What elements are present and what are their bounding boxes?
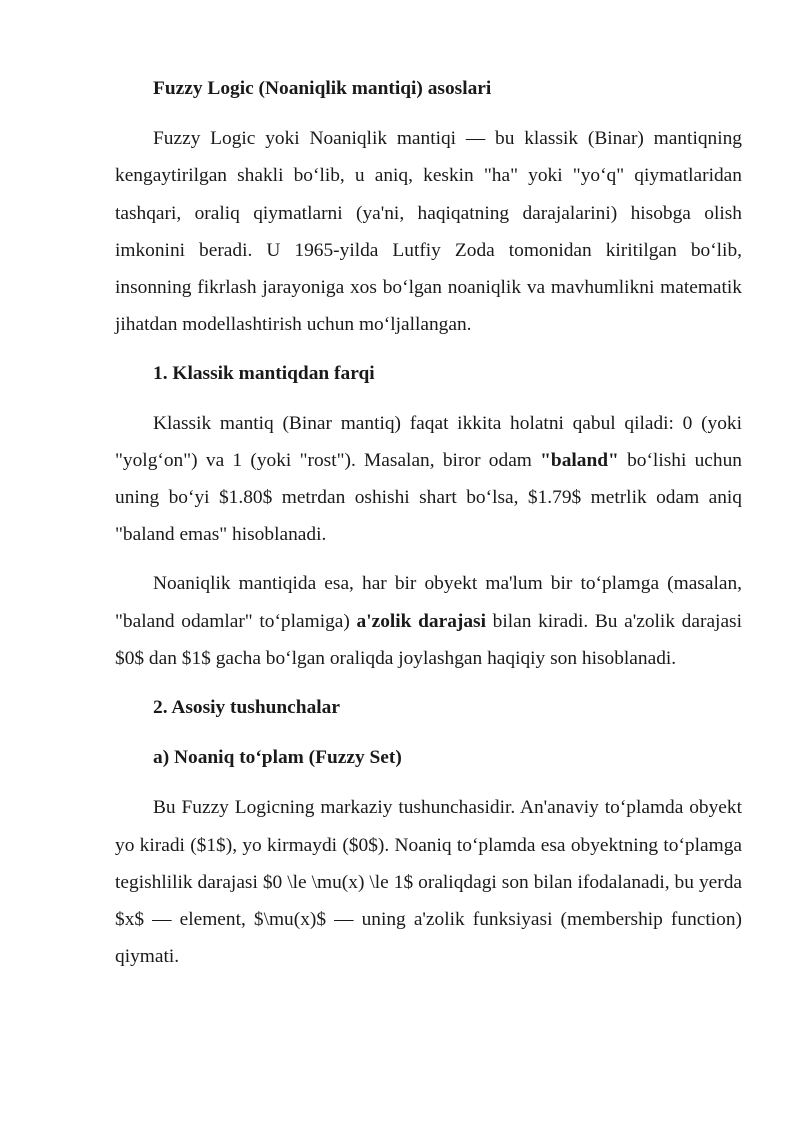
section-2-heading: 2. Asosiy tushunchalar (153, 697, 340, 719)
section-1-paragraph-2 (115, 565, 742, 677)
paragraph-text: bilan kiradi. Bu a'zolik darajasi $0$ dan $1$ gacha bo‘lgan oraliqda joylashgan haqiqiy son hisoblanadi. (115, 610, 742, 669)
bold-term: a'zolik darajasi (356, 610, 486, 632)
subsection-a-paragraph: Bu Fuzzy Logicning markaziy tushunchasidir. An'anaviy to‘plamda obyekt yo kiradi ($1$), yo kirmaydi ($0$). Noaniq to‘plamda esa obyektning to‘plamga tegishlilik darajasi $0 \le \mu(x) \le 1$ oraliqdagi son bilan ifodalanadi, bu yerda $x$ — element, $\mu(x)$ — uning a'zolik funksiyasi (membership function) qiymati. (115, 797, 742, 968)
paragraph-text: bo‘lishi uchun uning bo‘yi $1.80$ metrdan oshishi shart bo‘lsa, $1.79$ metrlik odam aniq "baland emas" hisoblanadi. (115, 449, 742, 546)
paragraph-text: Klassik mantiq (Binar mantiq) faqat ikkita holatni qabul qiladi: 0 (yoki "yolg‘on") va 1 (yoki "rost"). Masalan, biror odam (115, 412, 742, 471)
intro-paragraph: Fuzzy Logic yoki Noaniqlik mantiqi — bu klassik (Binar) mantiqning kengaytirilgan shakli bo‘lib, u aniq, keskin "ha" yoki "yo‘q" qiymatlaridan tashqari, oraliq qiymatlarni (ya'ni, haqiqatning darajalarini) hisobga olish imkonini beradi. U 1965-yilda Lutfiy Zoda tomonidan kiritilgan bo‘lib, insonning fikrlash jarayoniga xos bo‘lgan noaniqlik va mavhumlikni matematik jihatdan modellashtirish uchun mo‘ljallangan. (115, 128, 742, 336)
bold-term: "baland" (540, 449, 619, 471)
section-1-heading: 1. Klassik mantiqdan farqi (153, 363, 375, 385)
paragraph-text: Noaniqlik mantiqida esa, har bir obyekt ma'lum bir to‘plamga (masalan, "baland odamlar" to‘plamiga) (115, 573, 742, 632)
section-1-paragraph-1 (115, 405, 742, 554)
document-title: Fuzzy Logic (Noaniqlik mantiqi) asoslari (153, 78, 492, 99)
subsection-a-heading: a) Noaniq to‘plam (Fuzzy Set) (153, 747, 402, 769)
document-page (115, 70, 742, 975)
